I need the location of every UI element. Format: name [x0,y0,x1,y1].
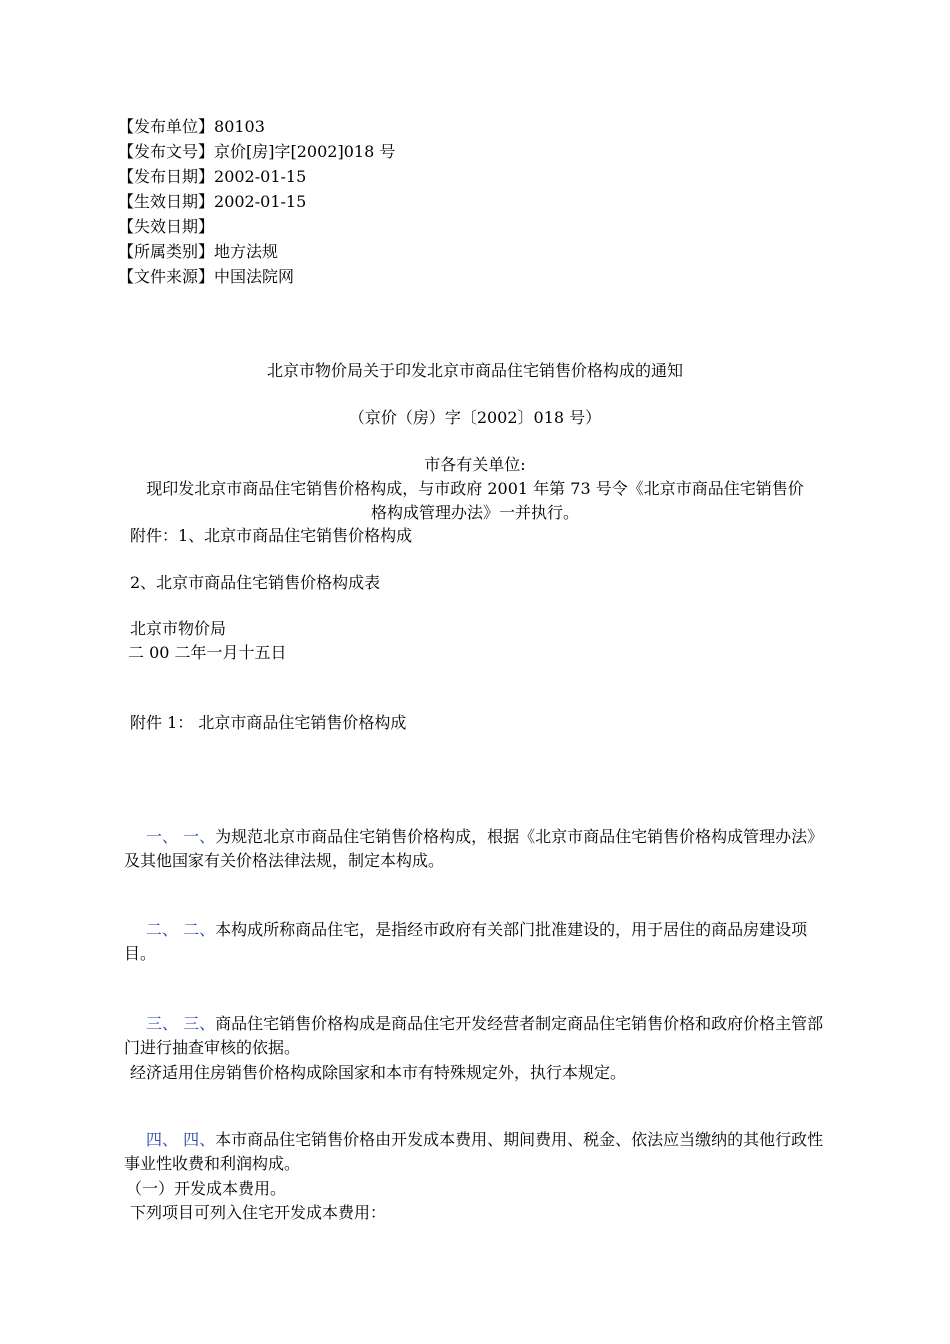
meta-source: 【文件来源】中国法院网 [118,267,295,286]
metadata-block [118,114,395,289]
attachment-list-item-2: 2、北京市商品住宅销售价格构成表 [130,573,381,592]
document-title: 北京市物价局关于印发北京市商品住宅销售价格构成的通知 [266,361,683,380]
section-3-note: 经济适用住房销售价格构成除国家和本市有特殊规定外，执行本规定。 [130,1063,627,1082]
section-3-text: 商品住宅销售价格构成是商品住宅开发经营者制定商品住宅销售价格和政府价格主管部门进行抽查审核的依据。 [124,1014,824,1057]
subsection-1-description: 下列项目可列入住宅开发成本费用： [130,1203,387,1222]
section-4-text: 本市商品住宅销售价格由开发成本费用、期间费用、税金、依法应当缴纳的其他行政性事业性收费和利润构成。 [124,1130,824,1173]
meta-effective-date: 【生效日期】2002-01-15 [118,192,307,211]
subsection-1-heading: （一）开发成本费用。 [126,1179,287,1198]
meta-category: 【所属类别】地方法规 [118,242,279,261]
intro-line-2: 格构成管理办法》一并执行。 [370,503,579,522]
meta-expiry-date: 【失效日期】 [118,217,215,236]
document-number: （京价（房）字〔2002〕018 号） [348,408,602,427]
section-2-text: 本构成所称商品住宅，是指经市政府有关部门批准建设的，用于居住的商品房建设项目。 [124,920,808,963]
section-4-number-2: 四、 [183,1130,216,1149]
salutation: 市各有关单位: [424,455,526,474]
section-4-number: 四、 [146,1130,179,1149]
section-1-text: 为规范北京市商品住宅销售价格构成，根据《北京市商品住宅销售价格构成管理办法》及其他国家有关价格法律法规，制定本构成。 [124,827,824,870]
attachment-heading: 附件 1： 北京市商品住宅销售价格构成 [130,713,407,732]
meta-issuer-unit: 【发布单位】80103 [118,117,265,136]
section-3 [124,1012,824,1060]
issuer-signature: 北京市物价局 [130,619,227,638]
attachment-list-item-1: 附件：1、北京市商品住宅销售价格构成 [130,526,413,545]
section-4 [124,1128,824,1176]
meta-doc-number: 【发布文号】京价[房]字[2002]018 号 [118,142,396,161]
section-3-number-2: 三、 [183,1014,216,1033]
meta-issue-date: 【发布日期】2002-01-15 [118,167,307,186]
section-1-number-2: 一、 [183,827,216,846]
section-2-number-2: 二、 [183,920,216,939]
section-1 [124,825,824,873]
section-2-number: 二、 [146,920,179,939]
section-1-number: 一、 [146,827,179,846]
section-3-number: 三、 [146,1014,179,1033]
intro-line-1: 现印发北京市商品住宅销售价格构成，与市政府 2001 年第 73 号令《北京市商品住宅销售价 [146,479,804,498]
section-2 [124,918,824,966]
issue-date: 二 00 二年一月十五日 [128,643,287,662]
